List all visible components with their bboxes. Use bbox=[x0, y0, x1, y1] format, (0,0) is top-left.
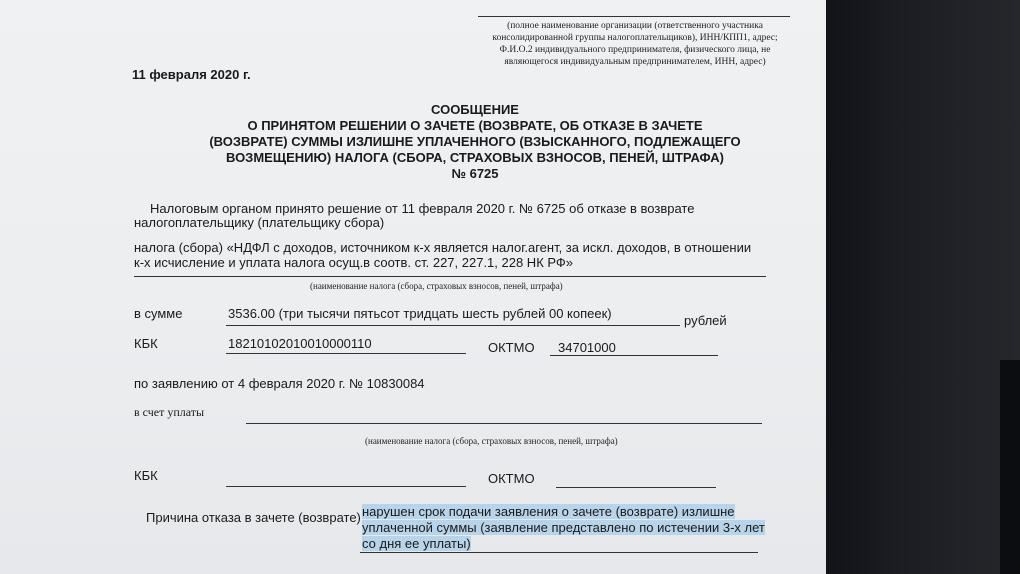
reason-underline bbox=[360, 552, 758, 553]
org-header-caption bbox=[470, 20, 800, 68]
monitor-frame bbox=[826, 0, 1020, 574]
reason-line: нарушен срок подачи заявления о зачете (возврате) излишне bbox=[362, 504, 735, 519]
oktmo-label: ОКТМО bbox=[488, 340, 535, 355]
amount-unit: рублей bbox=[684, 313, 727, 328]
amount-value: 3536.00 (три тысячи пятьсот тридцать шесть рублей 00 копеек) bbox=[228, 306, 612, 321]
kbk-label: КБК bbox=[134, 336, 158, 351]
decision-line-2: налогоплательщику (плательщику сбора) bbox=[134, 215, 385, 230]
org-header-line: (полное наименование организации (ответственного участника bbox=[507, 21, 763, 31]
kbk-value: 18210102010010000110 bbox=[228, 336, 372, 351]
tax-line-1: налога (сбора) «НДФЛ с доходов, источником к-х является налог.агент, за искл. доходов, в отношении bbox=[134, 240, 752, 255]
oktmo2-label: ОКТМО bbox=[488, 471, 535, 486]
reason-value bbox=[362, 504, 765, 552]
org-name-underline bbox=[478, 16, 790, 17]
oktmo2-underline bbox=[556, 487, 716, 488]
amount-underline bbox=[226, 325, 680, 326]
document-date: 11 февраля 2020 г. bbox=[132, 67, 251, 82]
reason-label: Причина отказа в зачете (возврате) bbox=[146, 510, 361, 525]
title-heading: СООБЩЕНИЕ bbox=[431, 102, 519, 117]
kbk-underline bbox=[226, 353, 466, 354]
application-line: по заявлению от 4 февраля 2020 г. № 10830084 bbox=[134, 376, 425, 391]
payment-caption: (наименование налога (сбора, страховых взносов, пеней, штрафа) bbox=[365, 436, 618, 446]
tax-underline bbox=[134, 276, 766, 277]
kbk2-label: КБК bbox=[134, 468, 158, 483]
org-header-line: Ф.И.О.2 индивидуального предпринимателя, физического лица, не bbox=[499, 45, 771, 55]
oktmo-value: 34701000 bbox=[558, 340, 616, 355]
title-line: О ПРИНЯТОМ РЕШЕНИИ О ЗАЧЕТЕ (ВОЗВРАТЕ, ОБ ОТКАЗЕ В ЗАЧЕТЕ bbox=[247, 118, 703, 133]
reason-line: со дня ее уплаты) bbox=[362, 536, 471, 551]
reason-line: уплаченной суммы (заявление представлено по истечении 3-х лет bbox=[362, 520, 765, 535]
amount-label: в сумме bbox=[134, 306, 183, 321]
oktmo-underline bbox=[550, 355, 718, 356]
kbk2-underline bbox=[226, 486, 466, 487]
title-line: (ВОЗВРАТЕ) СУММЫ ИЗЛИШНЕ УПЛАЧЕННОГО (ВЗЫСКАННОГО, ПОДЛЕЖАЩЕГО bbox=[209, 134, 741, 149]
title-line: ВОЗМЕЩЕНИЮ) НАЛОГА (СБОРА, СТРАХОВЫХ ВЗНОСОВ, ПЕНЕЙ, ШТРАФА) bbox=[226, 150, 724, 165]
org-header-line: являющегося индивидуальным предпринимателем, ИНН, адрес) bbox=[504, 57, 766, 67]
decision-line-1: Налоговым органом принято решение от 11 февраля 2020 г. № 6725 об отказе в возврате bbox=[150, 201, 695, 216]
payment-label: в счет уплаты bbox=[134, 405, 205, 419]
payment-underline bbox=[246, 423, 762, 424]
title-number: № 6725 bbox=[451, 166, 499, 181]
tax-line-2: к-х исчисление и уплата налога осущ.в соотв. ст. 227, 227.1, 228 НК РФ» bbox=[134, 255, 574, 270]
monitor-edge bbox=[1000, 360, 1020, 574]
org-header-line: консолидированной группы налогоплательщиков), ИНН/КПП1, адрес; bbox=[492, 33, 778, 43]
tax-caption: (наименование налога (сбора, страховых взносов, пеней, штрафа) bbox=[310, 281, 563, 291]
document-title bbox=[140, 102, 810, 182]
